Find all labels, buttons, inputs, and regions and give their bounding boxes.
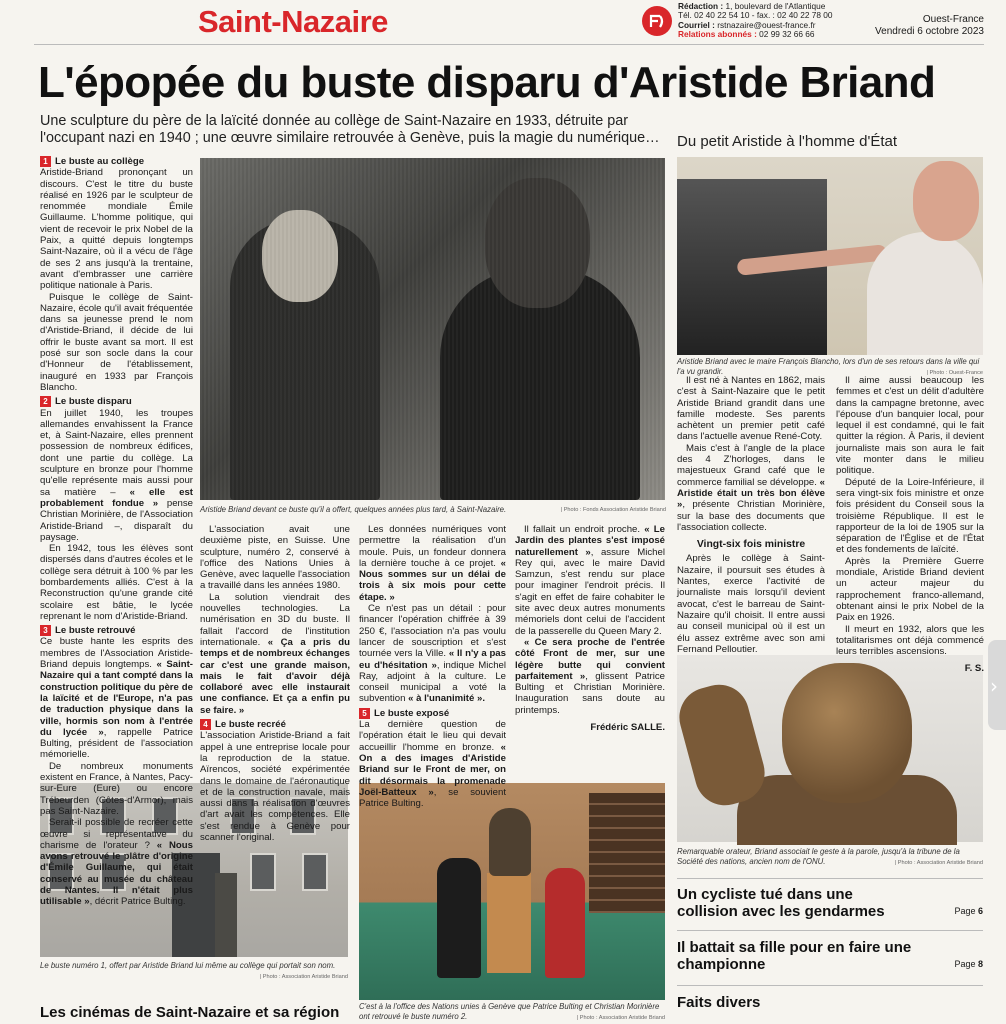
caption-text: Aristide Briand devant ce buste qu'il a offert, quelques années plus tard, à Saint-Nazaire.: [200, 505, 507, 514]
section-heading-5: [359, 708, 506, 719]
section-title: Le buste recréé: [215, 719, 286, 731]
section-title: Le buste retrouvé: [55, 625, 136, 637]
abonnes-label: Relations abonnés :: [678, 29, 757, 40]
teaser-page-ref[interactable]: Page 8: [954, 959, 983, 969]
paragraph: Aristide-Briand prononçant un discours. C'est le titre du buste réalisé en 1926 par le sculpteur de renommée mondiale Émile Guillaume. L'homme politique, qui vient de recevoir le prix Nobel de la Paix, a quitté depuis longtemps Saint-Nazaire, où il a vécu de l'âge de ses 2 ans jusqu'à la trentaine, avant d'embrasser une carrière politique nationale à Paris.: [40, 167, 193, 292]
section-number: 3: [40, 625, 51, 636]
section-heading-1: [40, 156, 193, 167]
paragraph: Il est né à Nantes en 1862, mais c'est à Saint-Nazaire que le petit Aristide Briand grandit dans une famille modeste. Ses parents achètent un premier petit café dans l'actuelle avenue René-Coty.: [677, 375, 825, 443]
article-column-4: [515, 524, 665, 774]
caption-court-photo: [40, 961, 348, 982]
section-heading-4: [200, 719, 350, 730]
caption-bronze-photo: [677, 847, 983, 868]
section-title: Le buste disparu: [55, 396, 132, 408]
paragraph: Serait-il possible de recréer cette œuvre si représentative du charisme de l'orateur ? « Nous avons retrouvé le plâtre d'origine d'Émile Guillaume, qui était conservé au musée du château de Nantes. Il n'était plus utilisable », décrit Patrice Bulting.: [40, 817, 193, 908]
section-number: 5: [359, 708, 370, 719]
photo-credit: | Photo : Association Aristide Briand: [259, 973, 348, 980]
paragraph: La solution viendrait des nouvelles technologies. La numérisation en 3D du buste. Il fallait l'accord de l'institution internationale. « Ça a pris du temps et de nombreux échanges car c'est une grande maison, mais le fait d'avoir déjà collaboré avec elle instaurait une confiance. Et ça a enfin pu se faire. »: [200, 591, 350, 716]
paragraph: Après la Première Guerre mondiale, Aristide Briand devient un acteur majeur du rapprochement franco-allemand, obtenant ainsi le prix Nobel de la Paix en 1926.: [836, 555, 984, 624]
paragraph: Il fallait un endroit proche. « Le Jardin des plantes s'est imposé naturellement », assure Michel Rey qui, avec le maire David Samzun, s'est rendu sur place pour imaginer l'endroit précis. Il s'agit en effet de faire cohabiter le site avec deux autres monuments mémoriels dont celui de l'accident de la passerelle du Queen Mary 2.: [515, 524, 665, 637]
paragraph: « Ce sera proche de l'entrée côté Front de mer, sur une légère butte qui convient parfaitement », glissent Patrice Bulting et Christian Morinière. Inauguration sans doute au printemps.: [515, 636, 666, 716]
paragraph: Député de la Loire-Inférieure, il sera vingt-six fois ministre et onze fois président du Conseil sous la troisième République. Il est le rapporteur de la loi de 1905 sur la séparation de l'Église et de l'État et des fondements de laïcité.: [836, 476, 984, 556]
next-page-button[interactable]: [988, 640, 1006, 730]
sidebar-signature: F. S.: [964, 663, 984, 675]
sidebar-column-2: [836, 375, 984, 675]
paragraph: Il aime aussi beaucoup les femmes et c'est un délit d'adultère dans la campagne bretonne, avec l'épouse d'un banquier local, pour lequel il est condamné, qui le fait quitter la région. À Paris, il devient journaliste mais son aura le fait vite monter dans le milieu politique.: [836, 375, 984, 477]
paper-name: Ouest-France: [922, 14, 984, 25]
paragraph: De nombreux monuments existent en France, à Nantes, Pacy-sur-Eure (Eure) ou encore Trébeurden (Côtes-d'Armor), mais pas Saint-Nazaire.: [40, 760, 193, 817]
paragraph: La dernière question de l'opération était le lieu qui devait accueillir l'homme en bronze. « On a des images d'Aristide Briand sur le Front de mer, on dit désormais la promenade Joël-Batteux », se souvient Patrice Bulting.: [359, 719, 506, 810]
lede: Une sculpture du père de la laïcité donnée au collège de Saint-Nazaire en 1933, détruite par l'occupant nazi en 1940 ; une œuvre similaire retrouvée à Genève, puis la magie du numérique…: [40, 113, 660, 146]
cinemas-heading: Les cinémas de Saint-Nazaire et sa région: [40, 1004, 340, 1021]
section-heading-3: [40, 625, 193, 636]
paragraph: L'association avait une deuxième piste, en Suisse. Une sculpture, numéro 2, conservé à l'office des Nations Unies à Genève, avec laquelle l'association a travaillé dans les années 1980.: [200, 524, 350, 592]
redaction-label: Rédaction :: [678, 1, 724, 11]
photo-credit: | Photo : Fonds Association Aristide Briand: [560, 507, 666, 513]
section-title: Saint-Nazaire: [198, 4, 388, 39]
section-number: 1: [40, 156, 51, 167]
paragraph: Puisque le collège de Saint-Nazaire, école qu'il avait fréquentée dans sa jeunesse prend le nom d'Aristide-Briand, il décide de lui offrir le buste avant sa mort. Il est posé sur son socle dans la cour d'Honneur de l'établissement, inauguré en 1933 par François Blancho.: [40, 291, 193, 393]
sidebar-column-1: [677, 375, 825, 655]
paragraph: Les données numériques vont permettre la réalisation d'un moule. Puis, un fondeur donnera la dernière touche à ce projet. « Nous sommes sur un délai de trois à six mois pour cette étape. »: [359, 524, 506, 603]
faits-divers-heading: Faits divers: [677, 994, 761, 1011]
phone-fax: Tél. 02 40 22 54 10 - fax. : 02 40 22 78 00: [678, 10, 833, 21]
paragraph: Mais c'est à l'angle de la place des 4 Z'horloges, dans le majestueux Grand café que le commerce familial se développe. « Aristide était un très bon élève », présente Christian Morinière, sur la base des documents que l'association collecte.: [677, 442, 825, 533]
sidebar-title: Du petit Aristide à l'homme d'État: [677, 133, 897, 150]
caption-text: Remarquable orateur, Briand associait le geste à la parole, jusqu'à la tribune de la Société des nations, ancien nom de l'ONU.: [677, 847, 960, 866]
photo-un-office: [359, 783, 665, 1000]
caption-text: C'est à la l'office des Nations unies à Genève que Patrice Bulting et Christian Morinière ont retrouvé le buste numéro 2.: [359, 1002, 660, 1021]
paragraph: Après le collège à Saint-Nazaire, il poursuit ses études à Nantes, exerce l'activité de journaliste mais lorsqu'il devient avocat, c'est le barreau de Saint-Nazaire qu'il choisit. Il entre aussi au conseil municipal où il est un élu assez extrême avec son ami Fernand Pelloutier.: [677, 553, 825, 655]
article-column-1: [40, 153, 193, 908]
ouest-france-logo-icon: [642, 6, 672, 36]
headline: L'épopée du buste disparu d'Aristide Briand: [38, 58, 936, 107]
paragraph: L'association Aristide-Briand a fait appel à une entreprise locale pour la reproduction de la statue. Aïrencos, société expérimentée dans le domaine de l'aéronautique et de la construction navale, mais aussi dans la réalisation d'œuvres d'art avait les compétences. Elle s'est rendue à Genève pour scanner l'original.: [200, 730, 350, 844]
courriel-label: Courriel :: [678, 19, 715, 30]
photo-bronze-statue: [677, 655, 983, 842]
divider: [677, 930, 983, 931]
teaser-title[interactable]: Un cycliste tué dans une collision avec les gendarmes: [677, 886, 885, 920]
divider: [677, 878, 983, 879]
teaser-title[interactable]: Il battait sa fille pour en faire une championne: [677, 939, 912, 973]
paper-date: Vendredi 6 octobre 2023: [875, 26, 984, 37]
paragraph: En 1942, tous les élèves sont dispersés dans d'autres écoles et le collège sera détruit à 100 % par les bombardements alliés. C'est à la Reconstruction qu'une grande cité scolaire est bâtie, le lycée reprenant le nom d'Aristide-Briand.: [40, 543, 193, 622]
section-title: Le buste au collège: [55, 156, 145, 167]
caption-text: Aristide Briand avec le maire François Blancho, lors d'un de ses retours dans la ville qui l'a vu grandir.: [677, 357, 980, 376]
caption-text: Le buste numéro 1, offert par Aristide Briand lui même au collège qui portait son nom.: [40, 961, 336, 970]
article-column-3: [359, 524, 506, 810]
teaser-page-ref[interactable]: Page 6: [954, 906, 983, 916]
photo-credit: | Photo : Association Aristide Briand: [576, 1014, 665, 1021]
section-number: 2: [40, 396, 51, 407]
photo-man-pointing: [677, 157, 983, 355]
courriel-value: rstnazaire@ouest-france.fr: [717, 19, 816, 30]
contact-block: [678, 2, 833, 40]
caption-office-photo: [359, 1002, 665, 1023]
paragraph: Il meurt en 1932, alors que les totalitarismes ont déjà commencé leurs terribles ascensions.: [836, 623, 984, 658]
redaction-address: 1, boulevard de l'Atlantique: [725, 1, 826, 11]
section-title: Le buste exposé: [374, 707, 450, 719]
paragraph: Ce buste hante les esprits des membres de l'Association Aristide-Briand depuis longtemps. « Saint-Nazaire qui a tant compté dans la construction politique du père de la laïcité et de l'Europe, n'a pas de traduction physique dans la ville, hormis son nom à l'entrée du lycée », rappelle Patrice Bulting, président de l'association mémorielle.: [40, 636, 193, 761]
section-number: 4: [200, 719, 211, 730]
chevron-right-icon: ›: [990, 674, 998, 698]
divider: [677, 985, 983, 986]
divider: [34, 44, 984, 45]
article-column-2: [200, 524, 350, 844]
sidebar-subhead: Vingt-six fois ministre: [696, 539, 806, 551]
author-signature: Frédéric SALLE.: [590, 722, 665, 734]
photo-credit: | Photo : Association Aristide Briand: [894, 859, 983, 866]
photo-credit: | Photo : Ouest-France: [926, 369, 983, 376]
caption-main-photo: [200, 505, 666, 514]
section-heading-2: [40, 396, 193, 407]
photo-briand-with-bust: [200, 158, 665, 500]
abonnes-value: 02 99 32 66 66: [759, 29, 815, 40]
paragraph: Ce n'est pas un détail : pour financer l'opération chiffrée à 39 250 €, l'association n'a pas voulu lancer de souscription et s'est tournée vers la Ville. « Il n'y a pas eu d'hésitation », indique Michel Ray, adjoint à la culture. Le conseil municipal a voté la subvention « à l'unanimité ».: [359, 603, 506, 705]
paragraph: En juillet 1940, les troupes allemandes envahissent la France et, à Saint-Nazaire, elles prennent possession de nombreux édifices, dont une partie du collège. La sculpture en bronze pour l'homme qu'elle représente mais aussi pour sa matière – « elle est probablement fondue » pense Christian Morinière, de l'Association Aristide-Briand –, disparaît du paysage.: [40, 407, 193, 543]
